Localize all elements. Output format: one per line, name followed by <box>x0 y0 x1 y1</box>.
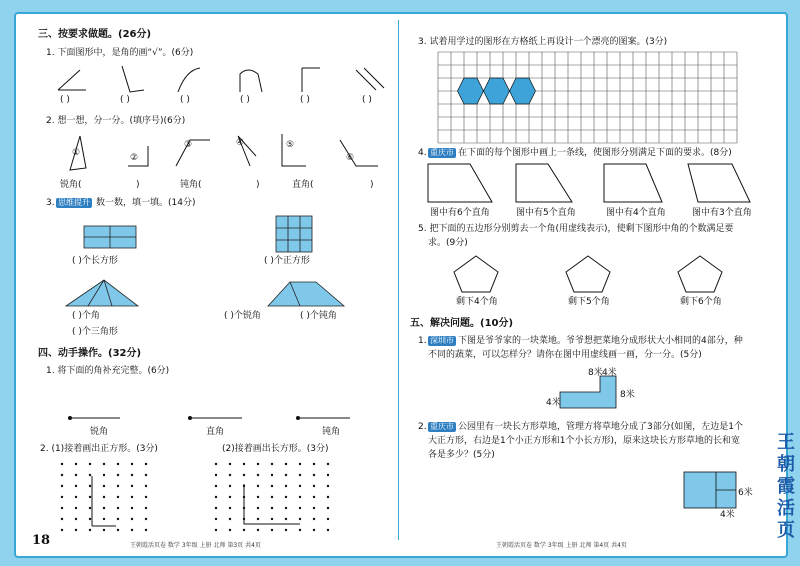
q2-num-3: ③ <box>184 140 193 150</box>
p2-line1: 公园里有一块长方形草地，管理方将草地分成了3部分(如图，左边是1个 <box>458 422 743 432</box>
side-brand: 王朝霞活页 <box>777 432 795 541</box>
q2-num-1: ① <box>72 148 81 158</box>
q2-num-5: ⑤ <box>286 140 295 150</box>
r-q4-label-3: 图中有4个直角 <box>606 208 666 218</box>
p1-number: 1. <box>418 336 427 346</box>
section3-title: 三、按要求做题。(26分) <box>38 29 152 40</box>
r-q3-text: 3. 试着用学过的图形在方格纸上再设计一个漂亮的图案。(3分) <box>418 37 668 47</box>
footer-left-info: 王朝霞活页卷 数学 3年级 上册 北师 第3页 共4页 <box>130 542 261 549</box>
p2-number: 2. <box>418 422 427 432</box>
r-q5-label-2: 剩下5个角 <box>568 297 610 307</box>
r-q5-label-1: 剩下4个角 <box>456 297 498 307</box>
q2-num-2: ② <box>130 153 139 163</box>
r-q4-badge: 重庆市 <box>430 148 454 157</box>
obtuse-count-label: ( )个钝角 <box>300 311 337 321</box>
q2-num-4: ④ <box>236 138 245 148</box>
p1-line1: 下图是爷爷家的一块菜地。爷爷想把菜地分成形状大小相同的4部分，种 <box>458 336 743 346</box>
q3-text: 数一数，填一填。(14分) <box>96 198 196 208</box>
r-q4-text: 在下面的每个图形中画上一条线，使图形分别满足下面的要求。(8分) <box>458 148 732 158</box>
acute-answer-label: 锐角( <box>60 180 82 190</box>
q1-paren-3[interactable]: ( ) <box>180 95 190 105</box>
p2-badge: 重庆市 <box>430 422 454 431</box>
triangle-count-label: ( )个三角形 <box>72 327 118 337</box>
right-close: ) <box>370 180 374 190</box>
dim-8m-top: 8米 <box>588 368 603 378</box>
q1-paren-2[interactable]: ( ) <box>120 95 130 105</box>
r-q4-label-4: 图中有3个直角 <box>692 208 752 218</box>
dim-4m-top: 4米 <box>602 368 617 378</box>
q2-num-6: ⑥ <box>346 153 355 163</box>
label-right: 直角 <box>206 427 225 437</box>
acute-close: ) <box>136 180 140 190</box>
q3-badge: 思维提升 <box>58 198 90 207</box>
angle-count-label: ( )个角 <box>72 311 100 321</box>
r-q5-line1: 5. 把下面的五边形分别剪去一个角(用虚线表示)，使剩下图形中角的个数满足要 <box>418 224 734 234</box>
square-count-label: ( )个正方形 <box>264 256 310 266</box>
rect-count-label: ( )个长方形 <box>72 256 118 266</box>
p1-badge: 深圳市 <box>430 336 454 345</box>
r-q4-label-2: 图中有5个直角 <box>516 208 576 218</box>
dim-4m-bottom: 4米 <box>720 510 735 520</box>
dim-8m-right: 8米 <box>620 390 635 400</box>
section5-title: 五、解决问题。(10分) <box>410 318 514 329</box>
q1-paren-6[interactable]: ( ) <box>362 95 372 105</box>
label-acute: 锐角 <box>90 427 109 437</box>
acute-count-label: ( )个锐角 <box>224 311 261 321</box>
q1-paren-5[interactable]: ( ) <box>300 95 310 105</box>
label-obtuse: 钝角 <box>322 427 341 437</box>
q1-paren-4[interactable]: ( ) <box>240 95 250 105</box>
section4-title: 四、动手操作。(32分) <box>38 348 142 359</box>
q2-text: 2. 想一想，分一分。(填序号)(6分) <box>46 116 186 126</box>
page-number: 18 <box>32 533 51 548</box>
r-q4-label-1: 图中有6个直角 <box>430 208 490 218</box>
r-q5-line2: 求。(9分) <box>428 238 468 248</box>
p2-line3: 各是多少？(5分) <box>428 450 495 460</box>
r-q5-label-3: 剩下6个角 <box>680 297 722 307</box>
q1-text: 1. 下面图形中，是角的画“√”。(6分) <box>46 48 194 58</box>
right-answer-label: 直角( <box>292 180 314 190</box>
obtuse-answer-label: 钝角( <box>180 180 202 190</box>
dim-6m: 6米 <box>738 488 753 498</box>
p2-line2: 大正方形，右边是1个小正方形和1个小长方形)，原来这块长方形草地的长和宽 <box>428 436 740 446</box>
r-q4-number: 4. <box>418 148 427 158</box>
obtuse-close: ) <box>256 180 260 190</box>
p1-line2: 不同的蔬菜，可以怎样分？请你在图中用虚线画一画，分一分。(5分) <box>428 350 702 360</box>
q4-2b-text: (2)接着画出长方形。(3分) <box>222 444 329 454</box>
footer-right-info: 王朝霞活页卷 数学 3年级 上册 北师 第4页 共4页 <box>496 542 627 549</box>
q4-2a-text: 2. (1)接着画出正方形。(3分) <box>40 444 158 454</box>
q4-1-text: 1. 将下面的角补充完整。(6分) <box>46 366 170 376</box>
q3-number: 3. <box>46 198 55 208</box>
q1-paren-1[interactable]: ( ) <box>60 95 70 105</box>
dim-4m-left: 4米 <box>546 398 561 408</box>
